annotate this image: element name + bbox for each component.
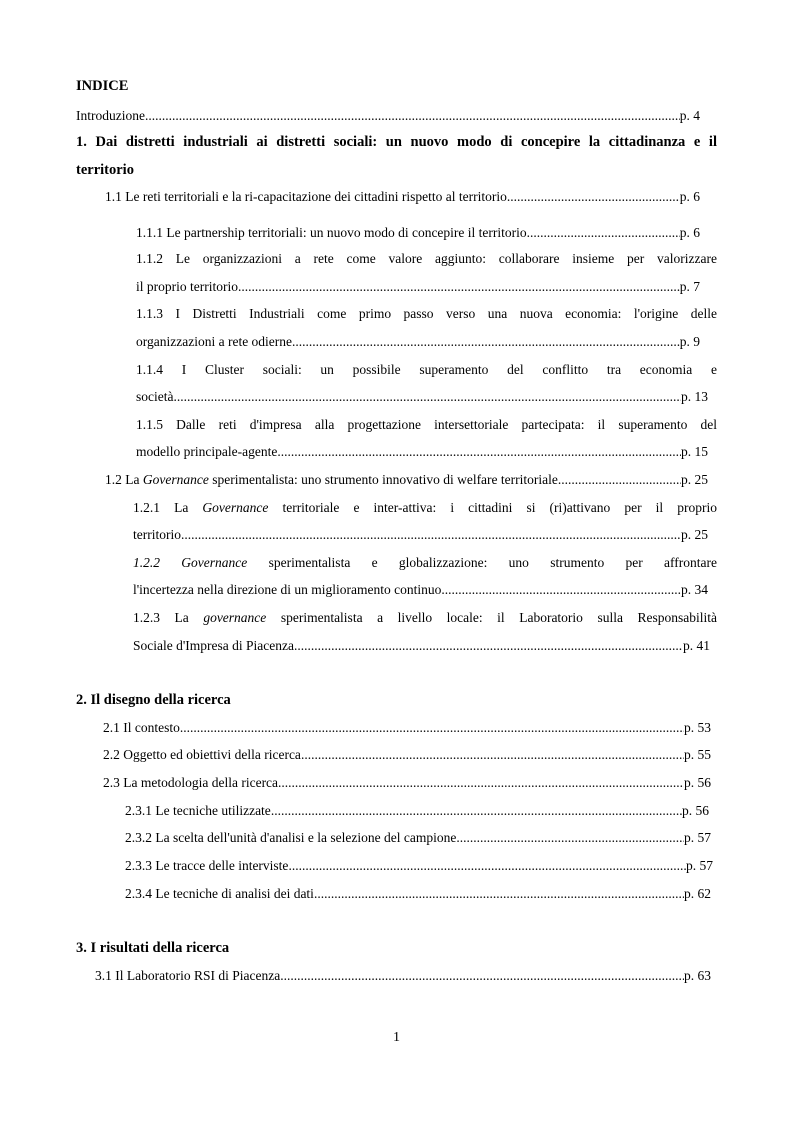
toc-page: p. 25 xyxy=(681,472,708,487)
toc-label: Sociale d'Impresa di Piacenza xyxy=(133,638,294,653)
toc-entry-1-1-2-line-2[interactable] xyxy=(136,279,700,295)
leader-dots xyxy=(271,803,682,819)
toc-entry-1-1-3-line-2[interactable] xyxy=(136,334,700,350)
toc-label: 2.3.1 Le tecniche utilizzate xyxy=(125,803,271,818)
toc-entry-1-1-3-line-1[interactable]: 1.1.3 I Distretti Industriali come primo passo verso una nuova economia: l'origine delle xyxy=(136,306,717,321)
toc-entry-2-1[interactable] xyxy=(103,720,711,736)
toc-label: territorio xyxy=(133,527,181,542)
toc-label-italic: 1.2.2 Governance xyxy=(133,555,248,570)
toc-entry-3-1[interactable] xyxy=(95,968,711,984)
leader-dots xyxy=(507,189,680,205)
toc-page: p. 34 xyxy=(681,582,708,597)
leader-dots xyxy=(180,720,684,736)
toc-page: p. 62 xyxy=(684,886,711,901)
toc-entry-2-3[interactable] xyxy=(103,775,711,791)
toc-entry-2-3-4[interactable] xyxy=(125,886,711,902)
leader-dots xyxy=(558,472,681,488)
toc-label: Introduzione xyxy=(76,108,145,123)
leader-dots xyxy=(301,747,684,763)
toc-label-italic: Governance xyxy=(142,472,209,487)
toc-label: modello principale-agente xyxy=(136,444,278,459)
leader-dots xyxy=(173,389,681,405)
toc-label-text: 1.2 La xyxy=(105,472,143,487)
toc-page: p. 9 xyxy=(679,334,700,349)
toc-label: 2.1 Il contesto xyxy=(103,720,180,735)
toc-entry-1-1-4-line-1[interactable]: 1.1.4 I Cluster sociali: un possibile superamento del conflitto tra economia e xyxy=(136,362,717,377)
toc-page: p. 13 xyxy=(681,389,708,404)
toc-entry-1-1-4-line-2[interactable] xyxy=(136,389,708,405)
toc-label: 1.1.1 Le partnership territoriali: un nuovo modo di concepire il territorio xyxy=(136,225,527,240)
leader-dots xyxy=(441,582,681,598)
toc-label-italic: Governance xyxy=(202,500,269,515)
toc-label-text: sperimentalista a livello locale: il Laboratorio sulla Responsabilità xyxy=(266,610,717,625)
toc-entry-1-1[interactable] xyxy=(105,189,700,205)
toc-label: l'incertezza nella direzione di un miglioramento continuo xyxy=(133,582,442,597)
toc-page: p. 41 xyxy=(683,638,710,653)
toc-entry-1-2-1-line-1[interactable] xyxy=(133,500,717,516)
toc-page: p. 6 xyxy=(679,189,700,204)
chapter-1-title-line-2[interactable]: territorio xyxy=(76,162,134,178)
toc-label: il proprio territorio xyxy=(136,279,238,294)
toc-page: p. 6 xyxy=(679,225,700,240)
toc-label-text: territoriale e inter-attiva: i cittadini si (ri)attivano per il proprio xyxy=(268,500,717,515)
toc-entry-1-2-2-line-2[interactable] xyxy=(133,582,708,598)
chapter-3-title[interactable]: 3. I risultati della ricerca xyxy=(76,940,230,956)
toc-page: p. 56 xyxy=(684,775,711,790)
toc-label-text: sperimentalista: uno strumento innovativo di welfare territoriale xyxy=(208,472,558,487)
toc-label: 1.1 Le reti territoriali e la ri-capacitazione dei cittadini rispetto al territorio xyxy=(105,189,507,204)
chapter-2-title[interactable]: 2. Il disegno della ricerca xyxy=(76,692,231,708)
toc-entry-1-1-5-line-2[interactable] xyxy=(136,444,708,460)
toc-label: 2.2 Oggetto ed obiettivi della ricerca xyxy=(103,747,301,762)
toc-page: p. 57 xyxy=(684,830,711,845)
toc-page: p. 53 xyxy=(684,720,711,735)
toc-label: 2.3.4 Le tecniche di analisi dei dati xyxy=(125,886,314,901)
leader-dots xyxy=(527,225,680,241)
toc-entry-1-2-2-line-1[interactable] xyxy=(133,555,717,571)
leader-dots xyxy=(181,527,681,543)
toc-label: organizzazioni a rete odierne xyxy=(136,334,293,349)
toc-entry-2-2[interactable] xyxy=(103,747,711,763)
toc-entry-1-2-3-line-1[interactable] xyxy=(133,610,717,626)
toc-label-text: sperimentalista e globalizzazione: uno strumento per affrontare xyxy=(247,555,717,570)
toc-entry-1-2[interactable] xyxy=(105,472,708,488)
toc-entry-1-2-1-line-2[interactable] xyxy=(133,527,708,543)
toc-page: p. 7 xyxy=(679,279,700,294)
leader-dots xyxy=(277,444,681,460)
leader-dots xyxy=(314,886,684,902)
toc-page: p. 57 xyxy=(686,858,713,873)
leader-dots xyxy=(292,334,680,350)
toc-page: p. 4 xyxy=(679,108,700,123)
toc-entry-2-3-2[interactable] xyxy=(125,830,711,846)
toc-label: 2.3.3 Le tracce delle interviste xyxy=(125,858,289,873)
leader-dots xyxy=(238,279,680,295)
toc-page: p. 25 xyxy=(681,527,708,542)
leader-dots xyxy=(145,108,680,124)
toc-page: p. 63 xyxy=(684,968,711,983)
leader-dots xyxy=(278,775,684,791)
toc-label: 3.1 Il Laboratorio RSI di Piacenza xyxy=(95,968,281,983)
toc-label: 2.3 La metodologia della ricerca xyxy=(103,775,279,790)
toc-entry-introduzione[interactable] xyxy=(76,108,700,124)
toc-entry-1-1-2-line-1[interactable]: 1.1.2 Le organizzazioni a rete come valore aggiunto: collaborare insieme per valorizzare xyxy=(136,251,717,266)
toc-label-text: 1.2.1 La xyxy=(133,500,203,515)
toc-page: p. 15 xyxy=(681,444,708,459)
index-title: INDICE xyxy=(76,78,129,94)
toc-page: p. 55 xyxy=(684,747,711,762)
toc-label xyxy=(105,472,558,488)
toc-label-italic: governance xyxy=(203,610,267,625)
toc-label: 2.3.2 La scelta dell'unità d'analisi e la selezione del campione xyxy=(125,830,457,845)
toc-entry-2-3-1[interactable] xyxy=(125,803,709,819)
leader-dots xyxy=(288,858,686,874)
page-number: 1 xyxy=(393,1030,400,1045)
leader-dots xyxy=(456,830,684,846)
toc-entry-2-3-3[interactable] xyxy=(125,858,713,874)
toc-entry-1-2-3-line-2[interactable] xyxy=(133,638,710,654)
toc-page: p. 56 xyxy=(682,803,709,818)
toc-entry-1-1-1[interactable] xyxy=(136,225,700,241)
toc-label: società xyxy=(136,389,174,404)
toc-entry-1-1-5-line-1[interactable]: 1.1.5 Dalle reti d'impresa alla progettazione intersettoriale partecipata: il superamento del xyxy=(136,417,717,432)
toc-label-text: 1.2.3 La xyxy=(133,610,204,625)
leader-dots xyxy=(280,968,684,984)
chapter-1-title-line-1[interactable]: 1. Dai distretti industriali ai distretti sociali: un nuovo modo di concepire la cittadinanza e il xyxy=(76,134,717,150)
leader-dots xyxy=(294,638,683,654)
